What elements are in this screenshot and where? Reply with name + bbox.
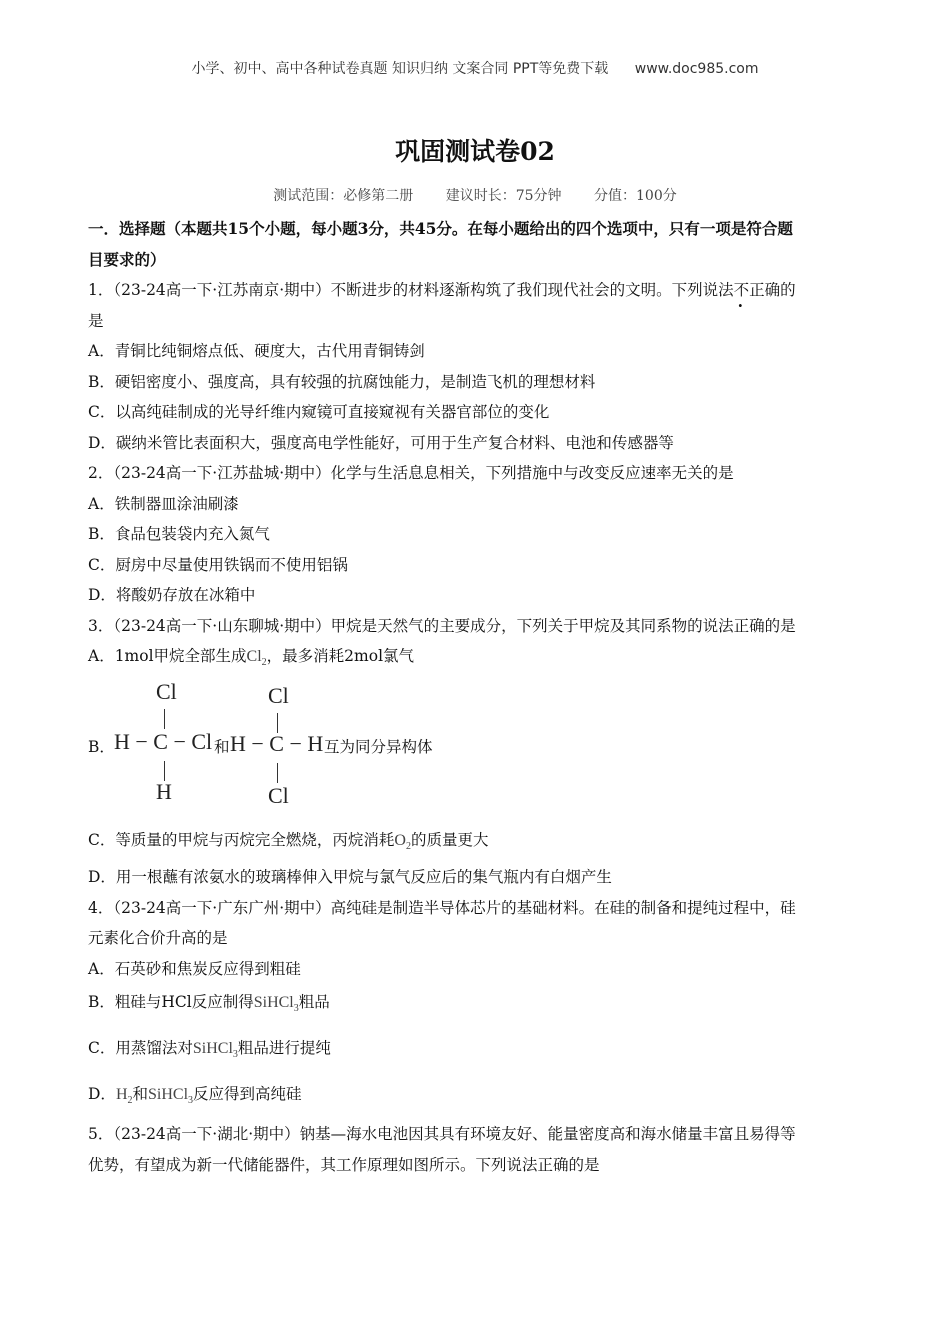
trichlorosilane-formula: SiHCl$_3$ bbox=[253, 994, 299, 1015]
question-5-stem: 5．（23-24高一下·湖北·期中）钠基—海水电池因其具有环境友好、能量密度高和海水储量丰富且易得等 bbox=[88, 1125, 796, 1144]
q2-option-d[interactable]: D．将酸奶存放在冰箱中 bbox=[88, 586, 256, 604]
section-heading-cont: 目要求的） bbox=[88, 249, 166, 269]
q2-option-a[interactable]: A．铁制器皿涂油刷漆 bbox=[88, 494, 239, 513]
q3-a-text-end: ，最多消耗2mol氯气 bbox=[266, 647, 415, 665]
q1-stem-text-end: 正确的 bbox=[749, 281, 796, 299]
question-5-stem-cont: 优势，有望成为新一代储能器件，其工作原理如图所示。下列说法正确的是 bbox=[88, 1155, 600, 1174]
question-1-stem bbox=[88, 275, 858, 306]
q1-option-d[interactable]: D．碳纳米管比表面积大，强度高电学性能好，可用于生产复合材料、电池和传感器等 bbox=[88, 433, 674, 452]
header-site-text: 小学、初中、高中各种试卷真题 知识归纳 文案合同 PPT等免费下载 bbox=[191, 61, 609, 77]
q1-option-b[interactable]: B．硬铝密度小、强度高，具有较强的抗腐蚀能力，是制造飞机的理想材料 bbox=[88, 372, 596, 391]
chlorine-formula: $Cl_2$ bbox=[246, 648, 267, 669]
q2-option-c[interactable]: C．厨房中尽量使用铁锅而不使用铝锅 bbox=[88, 555, 348, 574]
question-4-stem-cont: 元素化合价升高的是 bbox=[88, 929, 228, 948]
q3-c-text: C．等质量的甲烷与丙烷完全燃烧，丙烷消耗 bbox=[88, 830, 395, 849]
q4-option-b[interactable] bbox=[88, 987, 858, 1025]
meta-duration: 建议时长：75分钟 bbox=[445, 188, 562, 204]
trichlorosilane-formula: SiHCl$_3$ bbox=[192, 1040, 238, 1061]
header-url[interactable]: www.doc985.com bbox=[634, 61, 759, 77]
q4-option-a[interactable]: A．石英砂和焦炭反应得到粗硅 bbox=[88, 959, 301, 978]
q4-b-text-end: 粗品 bbox=[298, 993, 330, 1012]
q3-b-label: B． bbox=[88, 737, 115, 756]
q3-option-b[interactable]: B． Cl H − C − Cl H 和 Cl H − C − H Cl 互为同分异构体 bbox=[88, 678, 433, 808]
meta-scope: 测试范围：必修第二册 bbox=[273, 188, 414, 204]
meta-score: 分值：100分 bbox=[594, 188, 677, 204]
q4-b-text: B．粗硅与HCl反应制得 bbox=[88, 993, 254, 1012]
q4-option-c[interactable] bbox=[88, 1033, 858, 1071]
q1-stem-text: 1．（23-24高一下·江苏南京·期中）不断进步的材料逐渐构筑了我们现代社会的文明。下列说法 bbox=[88, 281, 734, 299]
oxygen-formula: $O_2$ bbox=[394, 831, 411, 852]
q1-emphasis-not: 不 bbox=[733, 281, 750, 299]
q4-c-text: C．用蒸馏法对 bbox=[88, 1039, 193, 1058]
q3-option-d[interactable]: D．用一根蘸有浓氨水的玻璃棒伸入甲烷与氯气反应后的集气瓶内有白烟产生 bbox=[88, 868, 612, 887]
exam-meta bbox=[0, 185, 950, 205]
q3-b-text: 互为同分异构体 bbox=[324, 737, 433, 756]
page-title: 巩固测试卷02 bbox=[395, 137, 555, 166]
exam-content bbox=[88, 214, 858, 1180]
page-header bbox=[0, 58, 950, 78]
question-3-stem: 3．（23-24高一下·山东聊城·期中）甲烷是天然气的主要成分，下列关于甲烷及其同系物的说法正确的是 bbox=[88, 616, 796, 635]
q1-option-a[interactable]: A．青铜比纯铜熔点低、硬度大，古代用青铜铸剑 bbox=[88, 342, 425, 360]
q3-option-a[interactable] bbox=[88, 641, 858, 679]
q4-d-text-end: 反应得到高纯硅 bbox=[193, 1084, 302, 1103]
trichlorosilane-formula: SiHCl$_3$ bbox=[148, 1085, 194, 1106]
q1-option-c[interactable]: C．以高纯硅制成的光导纤维内窥镜可直接窥视有关器官部位的变化 bbox=[88, 403, 550, 421]
q4-d-and: 和 bbox=[132, 1084, 149, 1103]
q4-option-d[interactable] bbox=[88, 1079, 858, 1117]
q4-d-label: D． bbox=[88, 1084, 116, 1103]
q3-a-text: A．1mol甲烷全部生成 bbox=[88, 647, 247, 665]
q3-option-c[interactable] bbox=[88, 825, 858, 863]
question-1-stem-cont: 是 bbox=[88, 311, 104, 330]
hydrogen-formula: $H_2$ bbox=[115, 1085, 133, 1106]
q3-b-and: 和 bbox=[214, 737, 230, 756]
question-4-stem: 4．（23-24高一下·广东广州·期中）高纯硅是制造半导体芯片的基础材料。在硅的制备和提纯过程中，硅 bbox=[88, 898, 796, 917]
q2-option-b[interactable]: B．食品包装袋内充入氮气 bbox=[88, 525, 270, 543]
question-2-stem: 2．（23-24高一下·江苏盐城·期中）化学与生活息息相关，下列措施中与改变反应速率无关的是 bbox=[88, 464, 734, 482]
section-heading: 一．选择题（本题共15个小题，每小题3分，共45分。在每小题给出的四个选项中，只有一项是符合题 bbox=[88, 219, 793, 238]
q4-c-text-end: 粗品进行提纯 bbox=[237, 1039, 331, 1058]
q3-c-text-end: 的质量更大 bbox=[410, 830, 489, 849]
